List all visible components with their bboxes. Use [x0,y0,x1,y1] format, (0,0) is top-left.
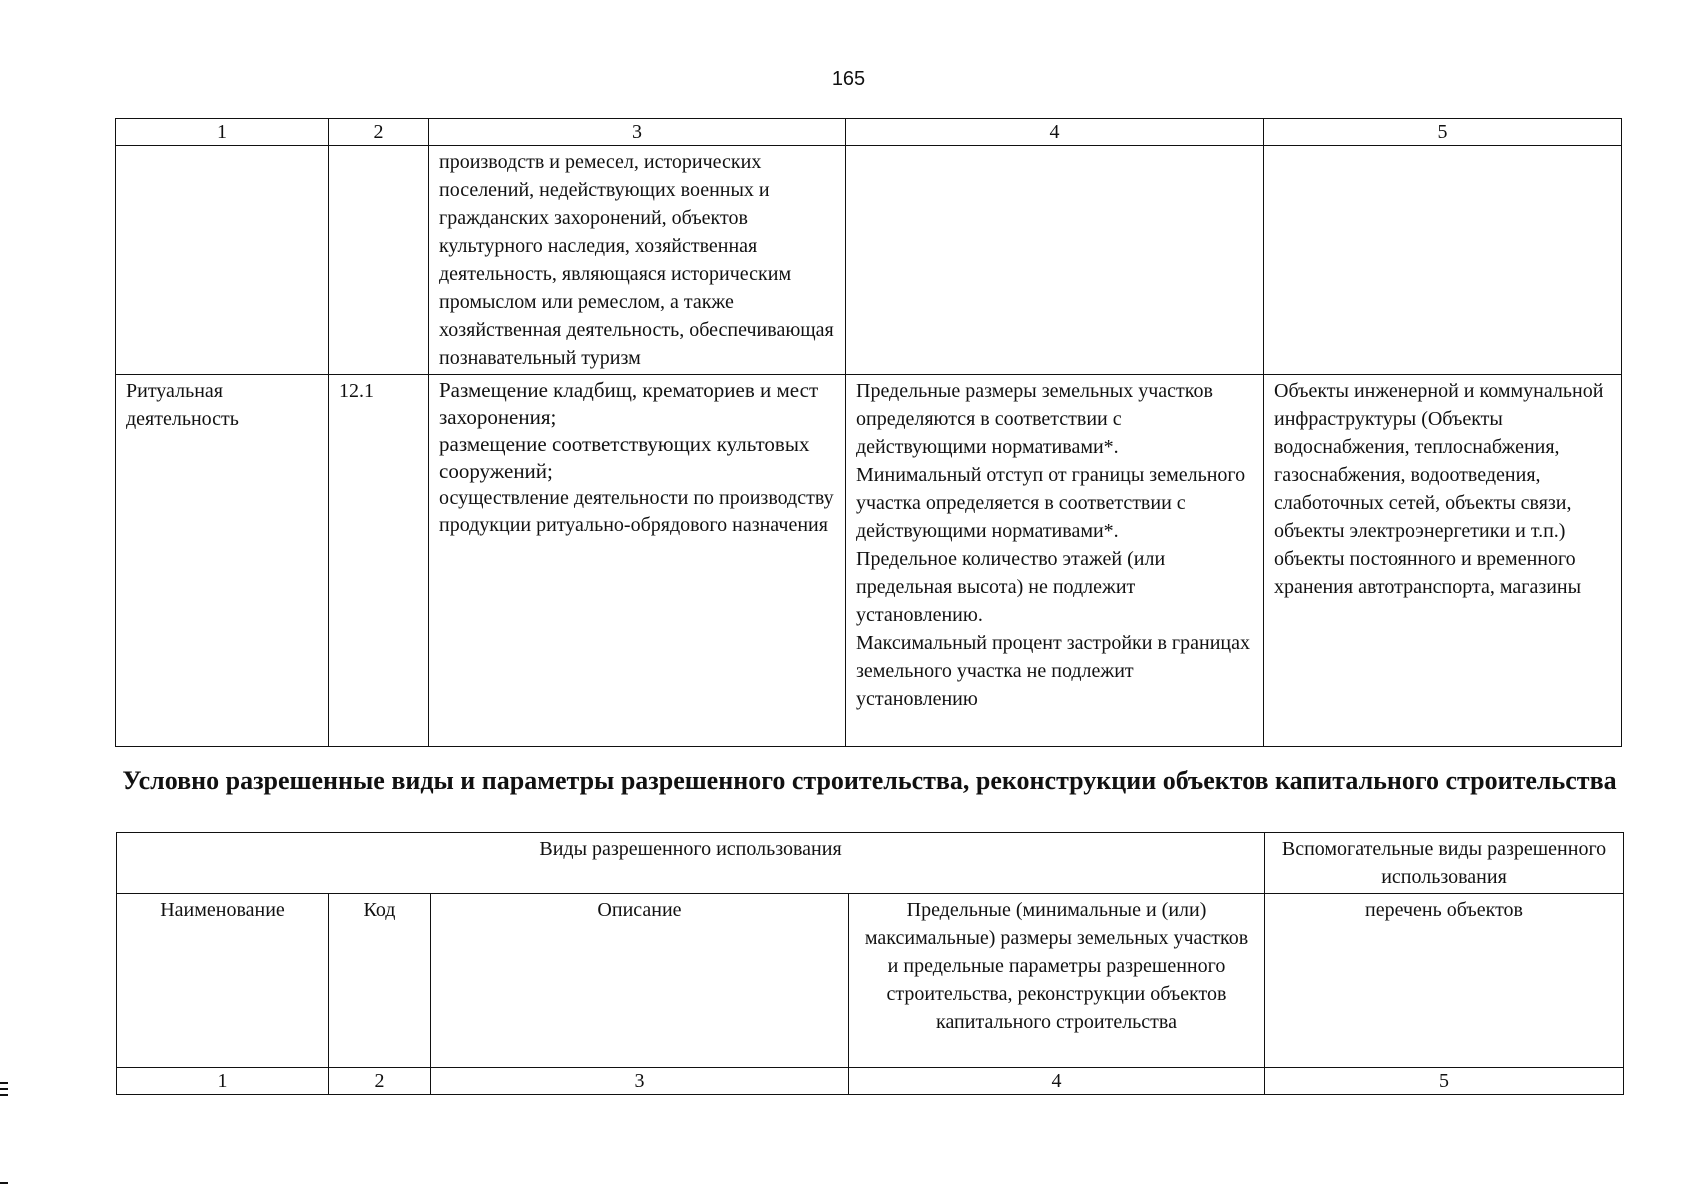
parameter-line: Предельные размеры земельных участков определяются в соответствии с действующими нормативами*. [856,380,1213,458]
description-line: Размещение кладбищ, крематориев и мест захоронения; [439,378,819,429]
header-parameters: Предельные (минимальные и (или) максимальные) размеры земельных участков и предельные параметры разрешенного строительства, реконструкции объектов капитального строительства [849,894,1265,1068]
parameter-line: Предельное количество этажей (или предельная высота) не подлежит установлению. [856,548,1166,626]
description-line: размещение соответствующих культовых сооружений; [439,432,810,483]
margin-mark [0,1182,8,1184]
header-name: Наименование [117,894,329,1068]
column-number-row [117,1068,1624,1095]
parameter-line: Максимальный процент застройки в границах земельного участка не подлежит установлению [856,632,1250,710]
col-number-1: 1 [117,1068,329,1095]
column-number-row [116,119,1622,146]
use-name-cell: Ритуальная деятельность [116,375,329,747]
margin-mark [0,1094,8,1096]
use-description-cell [429,375,846,747]
use-parameters-cell [846,375,1264,747]
col-number-1: 1 [116,119,329,146]
col-number-5: 5 [1264,119,1622,146]
col-number-3: 3 [431,1068,849,1095]
continuation-row [116,146,1622,375]
column-header-row [117,894,1624,1068]
parameters-cell-empty [846,146,1264,375]
header-description: Описание [431,894,849,1068]
page-number: 165 [831,68,866,90]
auxiliary-uses-cell: Объекты инженерной и коммунальной инфраструктуры (Объекты водоснабжения, теплоснабжения, газоснабжения, водоотведения, слаботочных сетей, объекты связи, объекты электроэнергетики и т.п.) объекты постоянного и временного хранения автотранспорта, магазины [1264,375,1622,747]
margin-mark [0,1088,8,1090]
permitted-uses-table [115,118,1622,747]
auxiliary-cell-empty [1264,146,1622,375]
code-cell-empty [329,146,429,375]
aux-header: Вспомогательные виды разрешенного использования [1265,833,1624,894]
header-code: Код [329,894,431,1068]
col-number-3: 3 [429,119,846,146]
col-number-4: 4 [846,119,1264,146]
col-number-2: 2 [329,119,429,146]
table-row [116,375,1622,747]
use-code-cell: 12.1 [329,375,429,747]
group-header: Виды разрешенного использования [117,833,1265,894]
col-number-5: 5 [1265,1068,1624,1095]
name-cell-empty [116,146,329,375]
group-header-row [117,833,1624,894]
section-title: Условно разрешенные виды и параметры разрешенного строительства, реконструкции объектов капитального строительства [122,766,1617,795]
description-line: осуществление деятельности по производству продукции ритуально-обрядового назначения [439,487,834,536]
margin-mark [0,1082,8,1084]
header-aux-list: перечень объектов [1265,894,1624,1068]
description-cell: производств и ремесел, исторических поселений, недействующих военных и гражданских захоронений, объектов культурного наследия, хозяйственная деятельность, являющаяся историческим промыслом или ремеслом, а также хозяйственная деятельность, обеспечивающая познавательный туризм [429,146,846,375]
col-number-4: 4 [849,1068,1265,1095]
col-number-2: 2 [329,1068,431,1095]
parameter-line: Минимальный отступ от границы земельного участка определяется в соответствии с действующими нормативами*. [856,464,1246,542]
conditional-uses-table [116,832,1624,1095]
